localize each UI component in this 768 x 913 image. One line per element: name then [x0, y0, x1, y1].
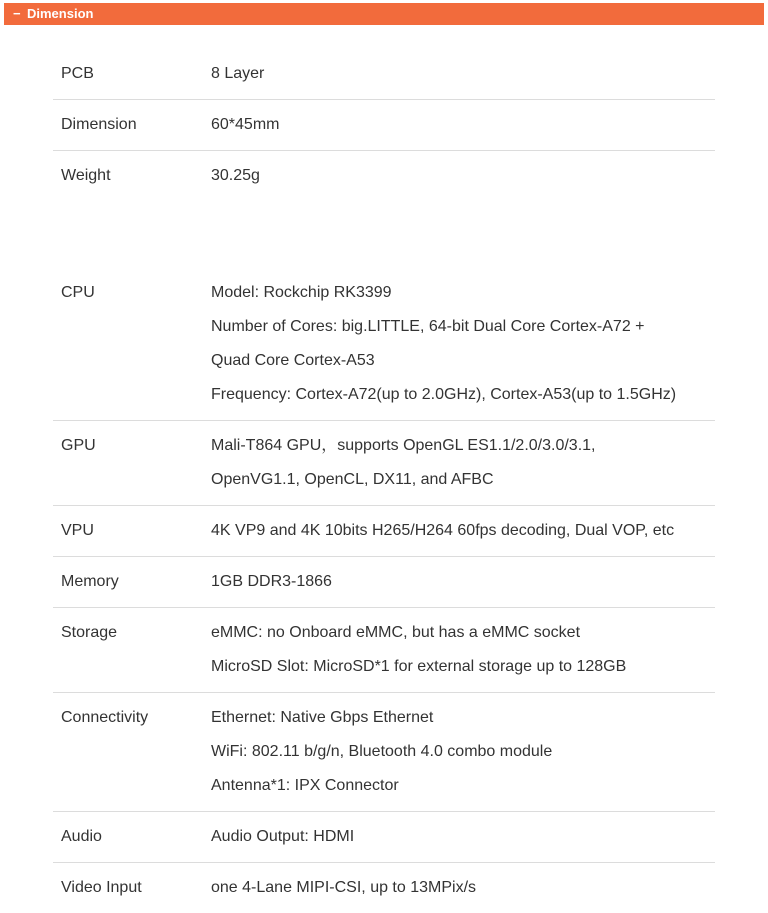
spec-row-memory [53, 557, 715, 608]
spec-value-line: MicroSD Slot: MicroSD*1 for external storage up to 128GB [211, 658, 627, 675]
spec-label: Video Input [61, 879, 142, 896]
spec-row-dimension [53, 100, 715, 151]
section-header-dimension[interactable] [4, 3, 764, 25]
spec-value-line: 60*45mm [211, 116, 280, 133]
spec-value-line: 4K VP9 and 4K 10bits H265/H264 60fps decoding, Dual VOP, etc [211, 522, 675, 539]
spec-value-line: Mali-T864 GPU，supports OpenGL ES1.1/2.0/3.0/3.1, [211, 437, 596, 454]
spec-row-weight [53, 151, 715, 201]
spec-value-line: 30.25g [211, 167, 260, 184]
collapse-icon[interactable]: − [13, 6, 21, 21]
spec-value [211, 108, 715, 142]
spec-label: Memory [61, 573, 119, 590]
spec-value [211, 871, 715, 905]
spec-value-line: OpenVG1.1, OpenCL, DX11, and AFBC [211, 471, 494, 488]
spec-value [211, 429, 715, 497]
spec-value-line: Audio Output: HDMI [211, 828, 355, 845]
spec-value-line: Ethernet: Native Gbps Ethernet [211, 709, 434, 726]
spec-label: Dimension [61, 116, 137, 133]
spec-value-line: Number of Cores: big.LITTLE, 64-bit Dual Core Cortex-A72 + [211, 318, 645, 335]
spec-row-pcb [53, 49, 715, 100]
spec-value-line: Antenna*1: IPX Connector [211, 777, 399, 794]
spec-label: Connectivity [61, 709, 149, 726]
spec-value-line: Quad Core Cortex-A53 [211, 352, 375, 369]
spec-value [211, 820, 715, 854]
spec-table-dimension [53, 49, 715, 201]
spec-label: CPU [61, 284, 95, 301]
spec-value-line: one 4-Lane MIPI-CSI, up to 13MPix/s [211, 879, 477, 896]
spec-value [211, 276, 715, 412]
spec-value [211, 57, 715, 91]
spec-value [211, 159, 715, 193]
spec-value [211, 514, 715, 548]
spec-row-audio [53, 812, 715, 863]
spec-value [211, 701, 715, 803]
section-title: Dimension [27, 6, 94, 21]
spec-row-cpu [53, 268, 715, 421]
spec-label: Weight [61, 167, 111, 184]
spec-value-line: Model: Rockchip RK3399 [211, 284, 392, 301]
spec-row-connectivity [53, 693, 715, 812]
spec-value [211, 565, 715, 599]
spec-row-gpu [53, 421, 715, 506]
spec-label: Audio [61, 828, 102, 845]
spec-row-storage [53, 608, 715, 693]
spec-label: VPU [61, 522, 94, 539]
spec-label: Storage [61, 624, 118, 641]
spec-value-line: eMMC: no Onboard eMMC, but has a eMMC socket [211, 624, 581, 641]
spec-row-vpu [53, 506, 715, 557]
spec-label: GPU [61, 437, 96, 454]
spec-row-video-input [53, 863, 715, 913]
spec-label: PCB [61, 65, 94, 82]
spec-table-hardware [53, 268, 715, 913]
spec-value-line: WiFi: 802.11 b/g/n, Bluetooth 4.0 combo module [211, 743, 553, 760]
spec-value [211, 616, 715, 684]
spec-value-line: 8 Layer [211, 65, 265, 82]
spec-value-line: Frequency: Cortex-A72(up to 2.0GHz), Cortex-A53(up to 1.5GHz) [211, 386, 677, 403]
spec-value-line: 1GB DDR3-1866 [211, 573, 332, 590]
